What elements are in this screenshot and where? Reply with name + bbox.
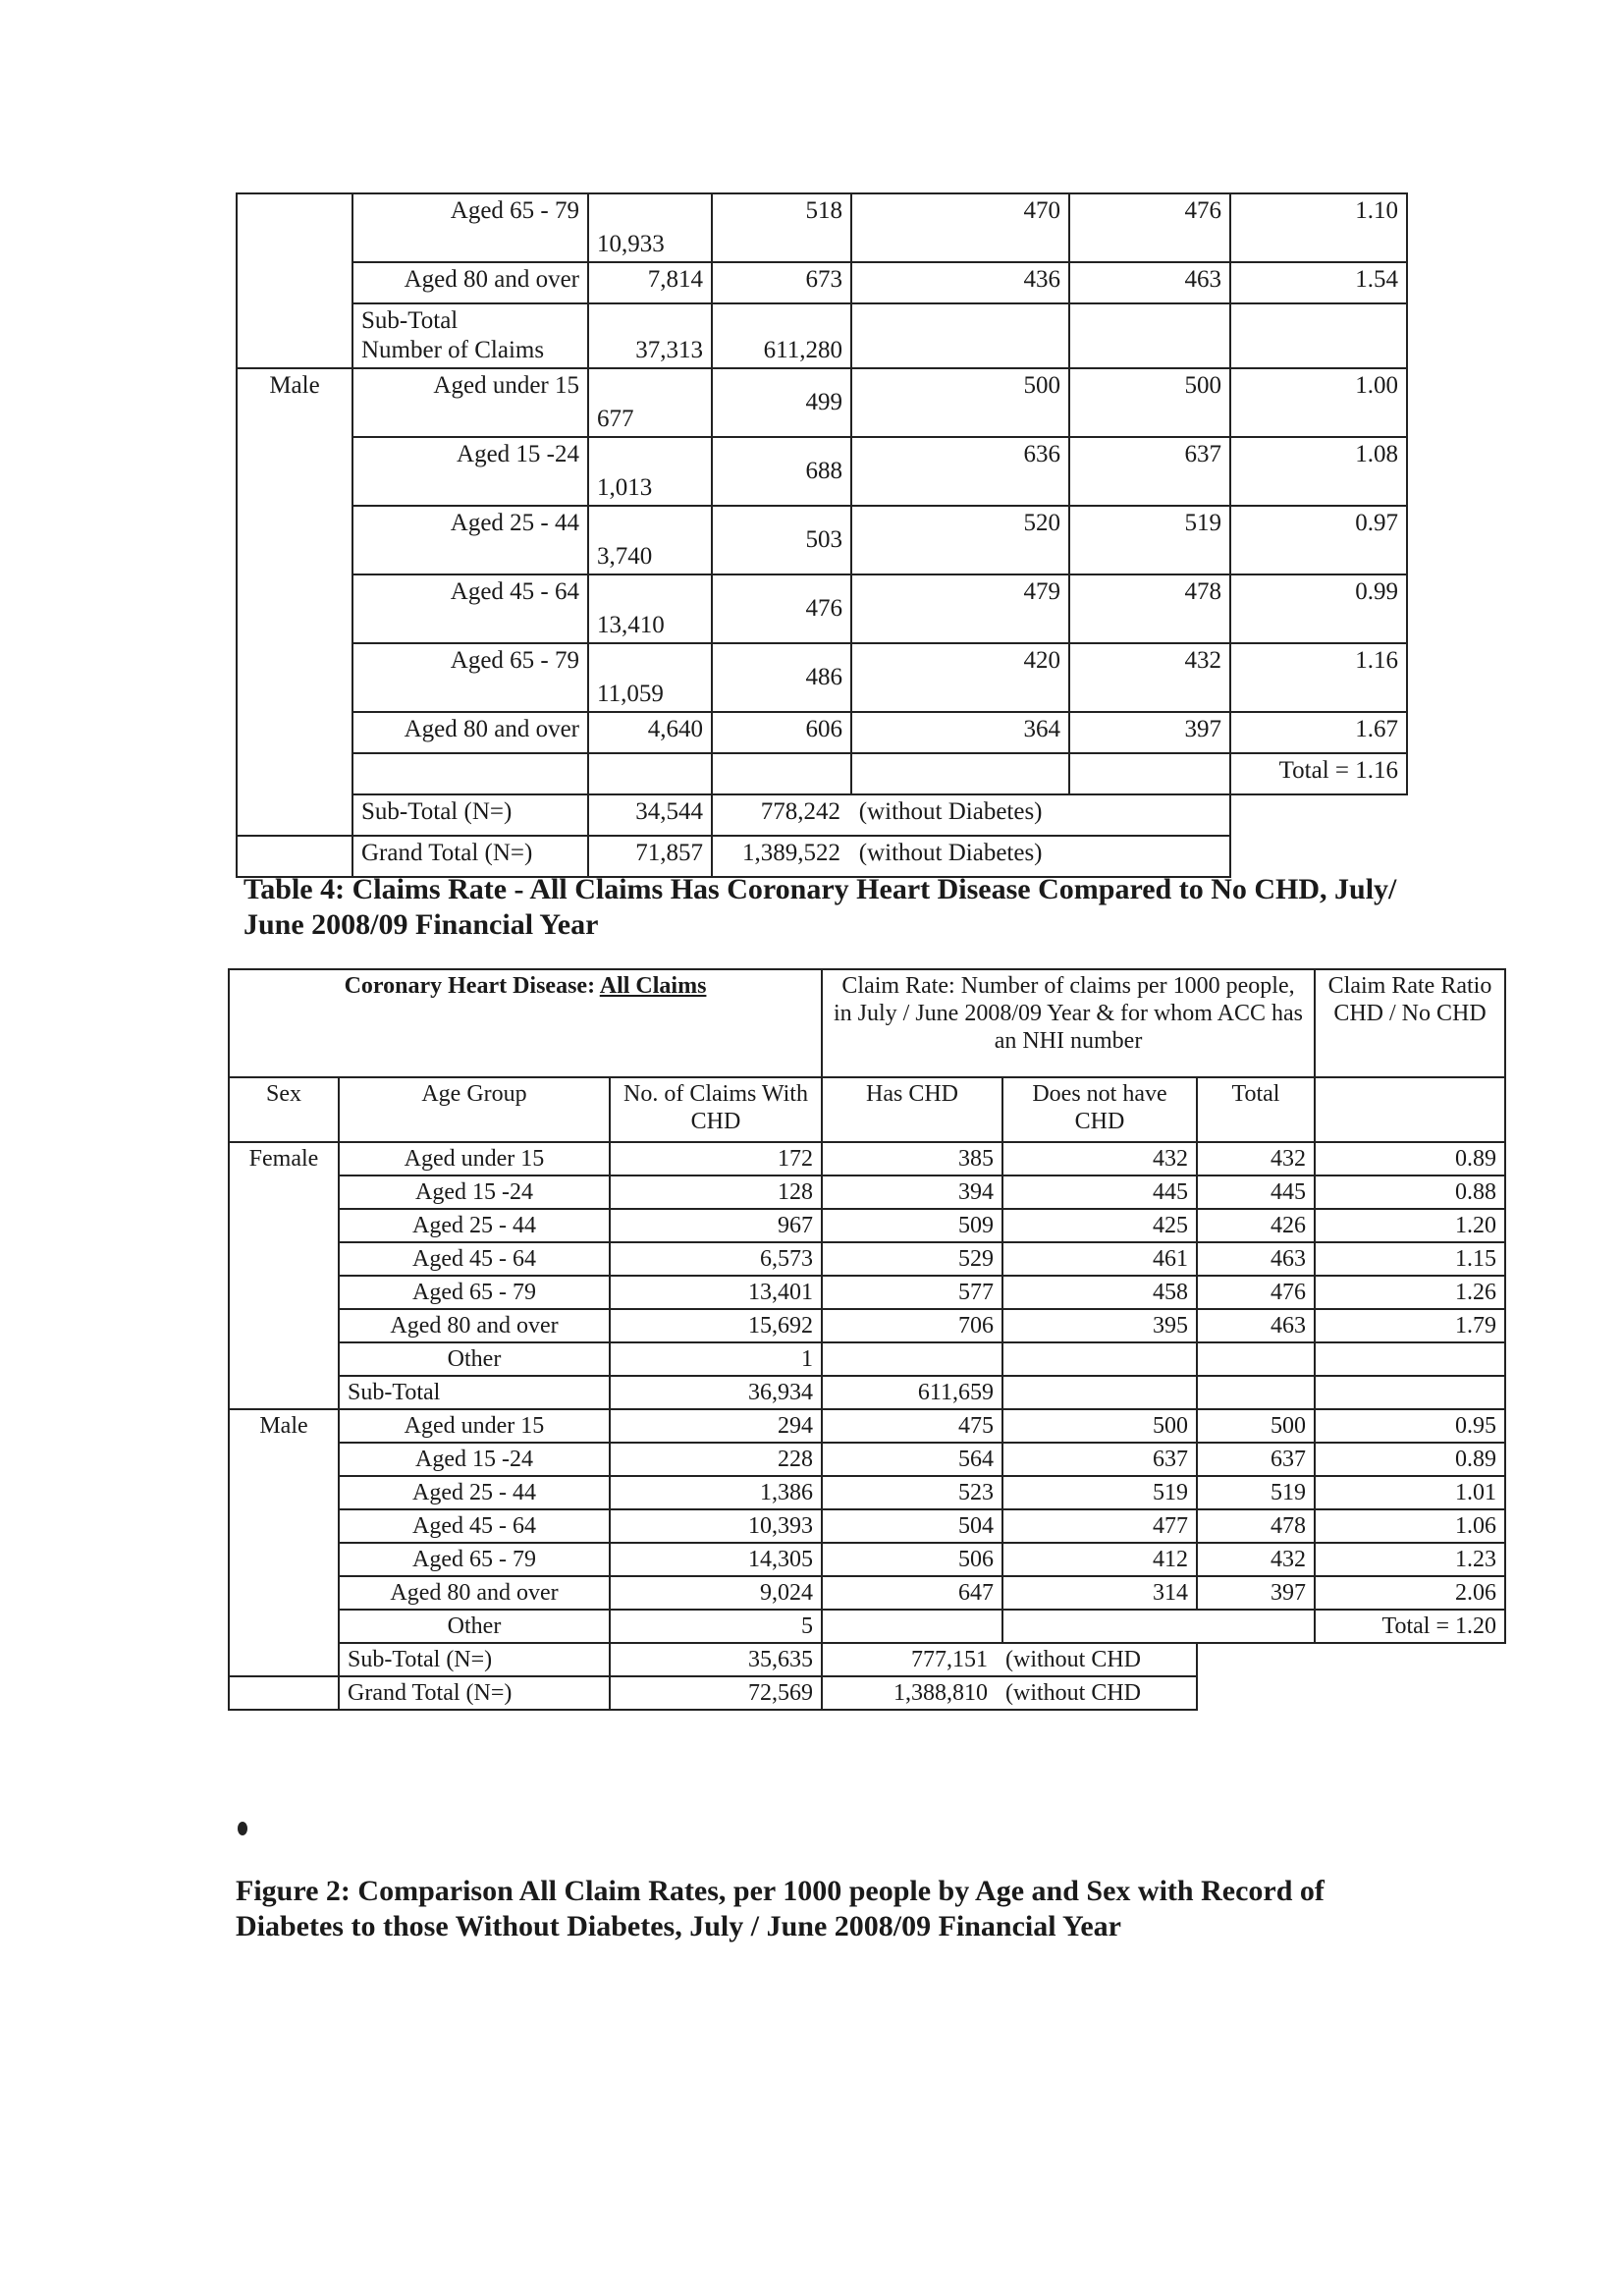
no-chd-cell: 432 bbox=[1002, 1142, 1197, 1175]
col-claims-header: No. of Claims With CHD bbox=[610, 1077, 822, 1142]
age-group-cell: Aged under 15 bbox=[352, 368, 588, 437]
blank bbox=[1230, 836, 1407, 877]
claims-cell: 15,692 bbox=[610, 1309, 822, 1342]
ratio-header: Claim Rate Ratio CHD / No CHD bbox=[1315, 969, 1505, 1077]
has-chd-cell bbox=[822, 1342, 1002, 1376]
empty-cell bbox=[1002, 1610, 1315, 1643]
total-cell: 445 bbox=[1197, 1175, 1315, 1209]
age-group-cell: Aged 65 - 79 bbox=[352, 643, 588, 712]
col-total-header: Total bbox=[1197, 1077, 1315, 1142]
female-subtotal-row bbox=[237, 303, 1407, 368]
claims-cell: 6,573 bbox=[610, 1242, 822, 1276]
table-row bbox=[229, 1543, 1505, 1576]
claims-cell: 4,640 bbox=[588, 712, 712, 753]
has-diabetes-cell: 606 bbox=[712, 712, 851, 753]
total-cell: 476 bbox=[1197, 1276, 1315, 1309]
grand-total-without bbox=[822, 1676, 1197, 1710]
no-chd-cell: 425 bbox=[1002, 1209, 1197, 1242]
claims-cell: 172 bbox=[610, 1142, 822, 1175]
ratio-cell: 1.23 bbox=[1315, 1543, 1505, 1576]
age-group-cell: Aged 45 - 64 bbox=[339, 1509, 610, 1543]
age-group-cell: Aged 80 and over bbox=[339, 1576, 610, 1610]
total-cell: 519 bbox=[1197, 1476, 1315, 1509]
figure-2-caption: Figure 2: Comparison All Claim Rates, per 1000 people by Age and Sex with Record of Diabetes to those Without Diabetes, July / June 2008/09 Financial Year bbox=[236, 1875, 1325, 1942]
male-subtotal-row bbox=[237, 794, 1407, 836]
age-group-cell: Aged 15 -24 bbox=[339, 1443, 610, 1476]
subtotal-without bbox=[822, 1643, 1197, 1676]
claims-cell: 1,013 bbox=[588, 437, 712, 506]
age-group-cell: Aged 65 - 79 bbox=[352, 193, 588, 262]
has-diabetes-cell: 486 bbox=[712, 643, 851, 712]
claims-cell: 14,305 bbox=[610, 1543, 822, 1576]
table-row bbox=[229, 1476, 1505, 1509]
age-group-cell: Aged 45 - 64 bbox=[339, 1242, 610, 1276]
claims-cell: 9,024 bbox=[610, 1576, 822, 1610]
total-cell: 463 bbox=[1197, 1309, 1315, 1342]
total-cell: 476 bbox=[1069, 193, 1230, 262]
empty-cell bbox=[822, 1610, 1002, 1643]
male-subtotal-row bbox=[229, 1643, 1505, 1676]
ratio-cell: 0.89 bbox=[1315, 1443, 1505, 1476]
ratio-cell: 1.67 bbox=[1230, 712, 1407, 753]
age-group-cell: Aged 15 -24 bbox=[352, 437, 588, 506]
grand-total-without-note: (without Diabetes) bbox=[858, 840, 1043, 866]
empty-cell bbox=[851, 753, 1069, 794]
age-group-cell: Aged 80 and over bbox=[352, 712, 588, 753]
table-row bbox=[229, 1443, 1505, 1476]
has-diabetes-cell: 518 bbox=[712, 193, 851, 262]
no-diabetes-cell: 500 bbox=[851, 368, 1069, 437]
table-row bbox=[237, 753, 1407, 794]
total-cell: 463 bbox=[1197, 1242, 1315, 1276]
ratio-cell: 0.95 bbox=[1315, 1409, 1505, 1443]
empty-cell bbox=[352, 753, 588, 794]
age-group-cell: Aged under 15 bbox=[339, 1142, 610, 1175]
no-chd-cell: 445 bbox=[1002, 1175, 1197, 1209]
has-diabetes-cell: 688 bbox=[712, 437, 851, 506]
sex-cell-male: Male bbox=[229, 1409, 339, 1676]
ratio-cell: 1.06 bbox=[1315, 1509, 1505, 1543]
has-chd-cell: 475 bbox=[822, 1409, 1002, 1443]
ratio-cell: 1.01 bbox=[1315, 1476, 1505, 1509]
subtotal-label: Sub-Total (N=) bbox=[352, 794, 588, 836]
table-row bbox=[229, 1209, 1505, 1242]
empty-cell bbox=[1197, 1376, 1315, 1409]
claims-cell: 13,410 bbox=[588, 574, 712, 643]
claims-cell: 3,740 bbox=[588, 506, 712, 574]
subtotal-without: 611,659 bbox=[822, 1376, 1002, 1409]
age-group-cell: Aged 25 - 44 bbox=[339, 1476, 610, 1509]
no-diabetes-cell: 636 bbox=[851, 437, 1069, 506]
has-chd-cell: 564 bbox=[822, 1443, 1002, 1476]
no-diabetes-cell: 479 bbox=[851, 574, 1069, 643]
table-row bbox=[229, 1610, 1505, 1643]
no-chd-cell: 458 bbox=[1002, 1276, 1197, 1309]
no-chd-cell: 412 bbox=[1002, 1543, 1197, 1576]
subtotal-without-note: (without CHD bbox=[1005, 1647, 1141, 1672]
grand-total-row bbox=[237, 836, 1407, 877]
has-chd-cell: 506 bbox=[822, 1543, 1002, 1576]
ratio-cell: 1.16 bbox=[1230, 643, 1407, 712]
empty-cell bbox=[1002, 1376, 1197, 1409]
has-chd-cell: 504 bbox=[822, 1509, 1002, 1543]
has-chd-cell: 394 bbox=[822, 1175, 1002, 1209]
total-cell: 478 bbox=[1197, 1509, 1315, 1543]
has-chd-cell: 509 bbox=[822, 1209, 1002, 1242]
subtotal-without bbox=[712, 794, 1230, 836]
subtotal-label bbox=[352, 303, 588, 368]
no-chd-cell: 395 bbox=[1002, 1309, 1197, 1342]
age-group-cell: Aged under 15 bbox=[339, 1409, 610, 1443]
age-group-cell: Aged 15 -24 bbox=[339, 1175, 610, 1209]
empty-cell bbox=[1069, 753, 1230, 794]
blank bbox=[1197, 1676, 1505, 1710]
claims-cell: 128 bbox=[610, 1175, 822, 1209]
table-row bbox=[237, 262, 1407, 303]
no-chd-cell: 500 bbox=[1002, 1409, 1197, 1443]
has-diabetes-cell: 503 bbox=[712, 506, 851, 574]
col-has-chd-header: Has CHD bbox=[822, 1077, 1002, 1142]
no-diabetes-cell: 520 bbox=[851, 506, 1069, 574]
total-cell: 478 bbox=[1069, 574, 1230, 643]
subtotal-claims: 35,635 bbox=[610, 1643, 822, 1676]
total-cell: 432 bbox=[1197, 1543, 1315, 1576]
total-cell: 397 bbox=[1069, 712, 1230, 753]
table-4 bbox=[228, 968, 1506, 1711]
ratio-cell: 1.10 bbox=[1230, 193, 1407, 262]
claims-cell: 228 bbox=[610, 1443, 822, 1476]
has-diabetes-cell: 476 bbox=[712, 574, 851, 643]
female-subtotal-row bbox=[229, 1376, 1505, 1409]
ratio-cell: 1.26 bbox=[1315, 1276, 1505, 1309]
total-cell: 432 bbox=[1069, 643, 1230, 712]
claims-cell: 11,059 bbox=[588, 643, 712, 712]
subtotal-label: Sub-Total (N=) bbox=[339, 1643, 610, 1676]
total-cell: 637 bbox=[1069, 437, 1230, 506]
has-chd-cell: 647 bbox=[822, 1576, 1002, 1610]
table-row bbox=[229, 1409, 1505, 1443]
claims-cell: 1,386 bbox=[610, 1476, 822, 1509]
has-diabetes-cell: 499 bbox=[712, 368, 851, 437]
claims-cell: 677 bbox=[588, 368, 712, 437]
grand-total-row bbox=[229, 1676, 1505, 1710]
bullet-icon bbox=[238, 1822, 247, 1835]
has-chd-cell: 706 bbox=[822, 1309, 1002, 1342]
subtotal-label: Sub-Total bbox=[339, 1376, 610, 1409]
ratio-cell: 1.08 bbox=[1230, 437, 1407, 506]
total-cell: 637 bbox=[1197, 1443, 1315, 1476]
total-cell: 463 bbox=[1069, 262, 1230, 303]
table-4-caption: Table 4: Claims Rate - All Claims Has Coronary Heart Disease Compared to No CHD, July/ June 2008/09 Financial Year bbox=[243, 873, 1397, 941]
col-age-group-header: Age Group bbox=[339, 1077, 610, 1142]
empty-cell bbox=[1069, 303, 1230, 368]
sex-cell-female bbox=[237, 193, 352, 368]
ratio-cell: 1.20 bbox=[1315, 1209, 1505, 1242]
grand-total-claims: 71,857 bbox=[588, 836, 712, 877]
subtotal-claims: 36,934 bbox=[610, 1376, 822, 1409]
table-row bbox=[229, 1142, 1505, 1175]
age-group-cell: Other bbox=[339, 1342, 610, 1376]
no-chd-cell bbox=[1002, 1342, 1197, 1376]
has-chd-cell: 577 bbox=[822, 1276, 1002, 1309]
age-group-cell: Aged 25 - 44 bbox=[339, 1209, 610, 1242]
empty-cell bbox=[1315, 1376, 1505, 1409]
ratio-cell: 2.06 bbox=[1315, 1576, 1505, 1610]
no-diabetes-cell: 470 bbox=[851, 193, 1069, 262]
total-cell: 426 bbox=[1197, 1209, 1315, 1242]
table-3-continuation bbox=[236, 192, 1408, 878]
sex-cell-female: Female bbox=[229, 1142, 339, 1409]
subtotal-claims: 34,544 bbox=[588, 794, 712, 836]
no-diabetes-cell: 436 bbox=[851, 262, 1069, 303]
no-chd-cell: 637 bbox=[1002, 1443, 1197, 1476]
header-row-2 bbox=[229, 1077, 1505, 1142]
table-row bbox=[237, 193, 1407, 262]
empty-cell bbox=[1315, 1077, 1505, 1142]
grand-total-without-value: 1,388,810 bbox=[893, 1680, 988, 1706]
grand-total-without bbox=[712, 836, 1230, 877]
ratio-cell: 0.97 bbox=[1230, 506, 1407, 574]
table-row bbox=[229, 1175, 1505, 1209]
total-cell: 519 bbox=[1069, 506, 1230, 574]
age-group-cell: Aged 25 - 44 bbox=[352, 506, 588, 574]
ratio-cell: 0.99 bbox=[1230, 574, 1407, 643]
ratio-cell: 0.88 bbox=[1315, 1175, 1505, 1209]
header-row-1 bbox=[229, 969, 1505, 1077]
claims-cell: 10,393 bbox=[610, 1509, 822, 1543]
age-group-cell: Aged 80 and over bbox=[339, 1309, 610, 1342]
total-cell: 397 bbox=[1197, 1576, 1315, 1610]
table-row bbox=[229, 1242, 1505, 1276]
age-group-cell: Aged 65 - 79 bbox=[339, 1276, 610, 1309]
table-row bbox=[237, 437, 1407, 506]
subtotal-without: 611,280 bbox=[712, 303, 851, 368]
grand-total-label: Grand Total (N=) bbox=[339, 1676, 610, 1710]
subtotal-without-value: 778,242 bbox=[760, 798, 840, 825]
no-chd-cell: 461 bbox=[1002, 1242, 1197, 1276]
empty-cell bbox=[1230, 303, 1407, 368]
subtotal-without-note: (without Diabetes) bbox=[858, 798, 1043, 825]
ratio-cell: 1.79 bbox=[1315, 1309, 1505, 1342]
group-title-underlined: All Claims bbox=[599, 973, 707, 999]
empty-cell bbox=[712, 753, 851, 794]
no-chd-cell: 519 bbox=[1002, 1476, 1197, 1509]
subtotal-label-line2: Number of Claims bbox=[361, 337, 545, 363]
grand-total-label: Grand Total (N=) bbox=[352, 836, 588, 877]
claims-cell: 294 bbox=[610, 1409, 822, 1443]
age-group-cell: Aged 80 and over bbox=[352, 262, 588, 303]
subtotal-label-line1: Sub-Total bbox=[361, 307, 459, 334]
table-row bbox=[237, 368, 1407, 437]
no-diabetes-cell: 364 bbox=[851, 712, 1069, 753]
claims-cell: 10,933 bbox=[588, 193, 712, 262]
total-cell bbox=[1197, 1342, 1315, 1376]
grand-total-claims: 72,569 bbox=[610, 1676, 822, 1710]
group-title-header bbox=[229, 969, 822, 1077]
has-chd-cell: 385 bbox=[822, 1142, 1002, 1175]
ratio-cell bbox=[1315, 1342, 1505, 1376]
age-group-cell: Aged 45 - 64 bbox=[352, 574, 588, 643]
total-ratio-cell: Total = 1.16 bbox=[1230, 753, 1407, 794]
table-row bbox=[229, 1509, 1505, 1543]
empty-cell bbox=[229, 1676, 339, 1710]
table-row bbox=[229, 1342, 1505, 1376]
table-row bbox=[237, 506, 1407, 574]
no-chd-cell: 477 bbox=[1002, 1509, 1197, 1543]
ratio-cell: 1.00 bbox=[1230, 368, 1407, 437]
total-cell: 432 bbox=[1197, 1142, 1315, 1175]
table-row bbox=[237, 643, 1407, 712]
no-diabetes-cell: 420 bbox=[851, 643, 1069, 712]
col-sex-header: Sex bbox=[229, 1077, 339, 1142]
claims-cell: 1 bbox=[610, 1342, 822, 1376]
empty-cell bbox=[851, 303, 1069, 368]
claim-rate-header: Claim Rate: Number of claims per 1000 people, in July / June 2008/09 Year & for whom ACC has an NHI number bbox=[822, 969, 1315, 1077]
subtotal-without-value: 777,151 bbox=[911, 1647, 988, 1672]
empty-cell bbox=[588, 753, 712, 794]
claims-cell: 967 bbox=[610, 1209, 822, 1242]
claims-cell: 5 bbox=[610, 1610, 822, 1643]
empty-cell bbox=[237, 836, 352, 877]
blank bbox=[1197, 1643, 1505, 1676]
has-chd-cell: 523 bbox=[822, 1476, 1002, 1509]
claims-cell: 13,401 bbox=[610, 1276, 822, 1309]
table-row bbox=[229, 1276, 1505, 1309]
grand-total-without-value: 1,389,522 bbox=[742, 840, 840, 866]
total-cell: 500 bbox=[1069, 368, 1230, 437]
no-chd-cell: 314 bbox=[1002, 1576, 1197, 1610]
table-row bbox=[229, 1576, 1505, 1610]
table-row bbox=[237, 574, 1407, 643]
claims-cell: 7,814 bbox=[588, 262, 712, 303]
ratio-cell: 0.89 bbox=[1315, 1142, 1505, 1175]
group-title-prefix: Coronary Heart Disease: bbox=[344, 973, 600, 999]
total-cell: 500 bbox=[1197, 1409, 1315, 1443]
ratio-cell: 1.15 bbox=[1315, 1242, 1505, 1276]
total-ratio-cell: Total = 1.20 bbox=[1315, 1610, 1505, 1643]
has-diabetes-cell: 673 bbox=[712, 262, 851, 303]
subtotal-claims: 37,313 bbox=[588, 303, 712, 368]
table-row bbox=[229, 1309, 1505, 1342]
sex-cell-male: Male bbox=[237, 368, 352, 836]
age-group-cell: Other bbox=[339, 1610, 610, 1643]
table-row bbox=[237, 712, 1407, 753]
age-group-cell: Aged 65 - 79 bbox=[339, 1543, 610, 1576]
blank bbox=[1230, 794, 1407, 836]
has-chd-cell: 529 bbox=[822, 1242, 1002, 1276]
grand-total-without-note: (without CHD bbox=[1005, 1680, 1141, 1706]
col-no-chd-header: Does not have CHD bbox=[1002, 1077, 1197, 1142]
ratio-cell: 1.54 bbox=[1230, 262, 1407, 303]
